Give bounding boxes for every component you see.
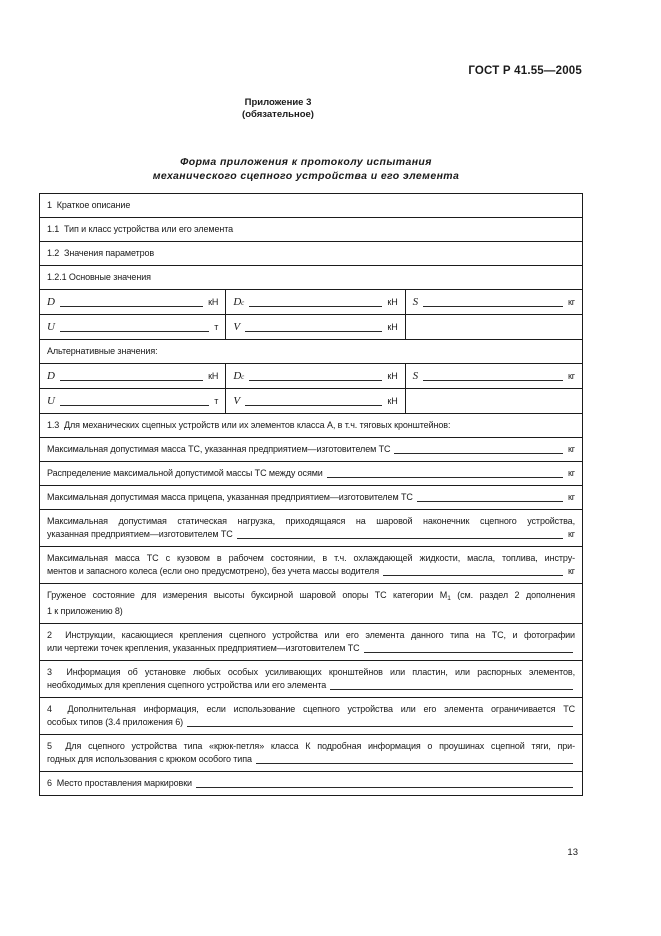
- param-unit: кН: [208, 296, 219, 307]
- row-text-line2: или чертежи точек крепления, указанных предприятием—изготовителем ТС: [47, 643, 360, 653]
- fill-line: [60, 331, 209, 332]
- row-text-line2: 1 к приложению 8): [47, 606, 123, 616]
- standard-code: ГОСТ Р 41.55—2005: [468, 65, 582, 77]
- row-brief-description: [40, 194, 582, 217]
- param-row-alt-2: [40, 388, 582, 413]
- field-U: [40, 315, 225, 339]
- row-label: 1 Краткое описание: [47, 200, 131, 210]
- unit-label: кг: [567, 529, 575, 539]
- row-hook-loop-info: [40, 734, 582, 771]
- row-text-line2: необходимых для крепления сцепного устройства или его элемента: [47, 680, 327, 690]
- row-label: 1.3 Для механических сцепных устройств или их элементов класса А, в т.ч. тяговых кронштейнов:: [47, 420, 451, 430]
- field-Dc: [225, 364, 404, 388]
- param-unit: кН: [387, 395, 398, 406]
- fill-line: [249, 380, 382, 381]
- fill-line: [417, 501, 563, 502]
- fill-line: [423, 306, 563, 307]
- row-text-line2: ментов и запасного колеса (если оно предусмотрено), без учета массы водителя: [47, 566, 379, 576]
- form-title-line1: Форма приложения к протоколу испытания: [180, 156, 432, 168]
- param-row-alt-1: [40, 363, 582, 388]
- row-text-line1: 4 Дополнительная информация, если использование сцепного устройства или его элемента ограничивается ТС: [47, 704, 575, 714]
- fill-line: [60, 405, 209, 406]
- row-text-line1: Максимальная масса ТС с кузовом в рабочем состоянии, в т.ч. охлаждающей жидкости, масла, топлива, инстру-: [47, 553, 575, 563]
- param-symbol: D: [233, 369, 242, 382]
- row-label: Распределение максимальной допустимой массы ТС между осями: [47, 468, 323, 478]
- row-text-line1: 3 Информация об установке любых особых усиливающих кронштейнов или пластин, или распорных элементов,: [47, 667, 575, 677]
- appendix-heading: [39, 97, 517, 121]
- row-vehicle-kerb-mass: [40, 546, 582, 583]
- empty-cell: [405, 315, 582, 339]
- param-unit: кН: [387, 321, 398, 332]
- param-unit: т: [214, 395, 219, 406]
- row-laden-condition: [40, 583, 582, 623]
- param-unit: кН: [387, 370, 398, 381]
- fill-line: [383, 575, 563, 576]
- param-symbol: D: [47, 369, 55, 382]
- param-unit: кН: [208, 370, 219, 381]
- unit-label: кг: [567, 468, 575, 478]
- field-S: [405, 290, 582, 314]
- param-symbol: V: [233, 394, 240, 407]
- param-symbol: U: [47, 320, 55, 333]
- row-text-line2: годных для использования с крюком особого типа: [47, 754, 252, 764]
- row-text-line1: 2 Инструкции, касающиеся крепления сцепного устройства или его элемента данного типа на ТС, и фотографии: [47, 630, 575, 640]
- param-subscript: c: [241, 298, 245, 307]
- fill-line: [364, 652, 573, 653]
- unit-label: кг: [567, 492, 575, 502]
- row-max-static-load: [40, 509, 582, 546]
- fill-line: [249, 306, 382, 307]
- fill-line: [394, 453, 563, 454]
- row-label: 6 Место проставления маркировки: [47, 778, 192, 788]
- row-text-part1: Груженое состояние для измерения высоты буксирной шаровой опоры ТС категории М: [47, 590, 448, 600]
- row-basic-values: [40, 265, 582, 289]
- fill-line: [245, 331, 382, 332]
- field-V: [225, 389, 404, 413]
- param-unit: кН: [387, 296, 398, 307]
- fill-line: [245, 405, 382, 406]
- row-label: Максимальная допустимая масса прицепа, указанная предприятием—изготовителем ТС: [47, 492, 413, 502]
- row-max-trailer-mass: [40, 485, 582, 509]
- fill-line: [237, 538, 563, 539]
- fill-line: [60, 380, 203, 381]
- row-axle-mass-distribution: [40, 461, 582, 485]
- row-mounting-instructions: [40, 623, 582, 660]
- subscript-1: 1: [447, 595, 451, 602]
- form-title-line2: механического сцепного устройства и его элемента: [152, 169, 460, 182]
- fill-line: [423, 380, 563, 381]
- fill-line: [187, 726, 573, 727]
- param-symbol: V: [233, 320, 240, 333]
- row-label: 1.1 Тип и класс устройства или его элемента: [47, 224, 234, 234]
- param-symbol: D: [47, 295, 55, 308]
- row-alternative-values-label: [40, 339, 582, 363]
- row-reinforcement-info: [40, 660, 582, 697]
- row-parameter-values: [40, 241, 582, 265]
- fill-line: [327, 477, 563, 478]
- row-text-line1: Максимальная допустимая статическая нагрузка, приходящаяся на шаровой наконечник сцепного устройства,: [47, 516, 575, 526]
- row-max-vehicle-mass: [40, 437, 582, 461]
- row-label: 1.2.1 Основные значения: [47, 272, 151, 282]
- param-row-main-2: [40, 314, 582, 339]
- row-type-class: [40, 217, 582, 241]
- fill-line: [256, 763, 573, 764]
- appendix-number: Приложение 3: [244, 97, 312, 108]
- empty-cell: [405, 389, 582, 413]
- field-V: [225, 315, 404, 339]
- row-class-a-devices: [40, 413, 582, 437]
- row-marking-location: [40, 771, 582, 795]
- param-row-main-1: [40, 289, 582, 314]
- param-symbol: U: [47, 394, 55, 407]
- fill-line: [196, 787, 573, 788]
- row-label: Альтернативные значения:: [47, 346, 158, 356]
- param-subscript: c: [241, 372, 245, 381]
- param-unit: т: [214, 321, 219, 332]
- unit-label: кг: [567, 444, 575, 454]
- field-Dc: [225, 290, 404, 314]
- row-text-line1: 5 Для сцепного устройства типа «крюк-петля» класса К подробная информация о проушинах сцепной тяги, при-: [47, 741, 575, 751]
- row-text-line1: [47, 589, 575, 605]
- row-text-line2: особых типов (3.4 приложения 6): [47, 717, 184, 727]
- param-symbol: S: [412, 295, 419, 308]
- field-S: [405, 364, 582, 388]
- row-text-line2: указанная предприятием—изготовителем ТС: [47, 529, 233, 539]
- field-D: [40, 290, 225, 314]
- row-label: Максимальная допустимая масса ТС, указанная предприятием—изготовителем ТС: [47, 444, 391, 454]
- row-text-part2: (см. раздел 2 дополнения: [450, 590, 575, 600]
- fill-line: [60, 306, 203, 307]
- param-unit: кг: [567, 370, 575, 381]
- param-symbol: S: [412, 369, 419, 382]
- row-additional-info: [40, 697, 582, 734]
- field-U: [40, 389, 225, 413]
- fill-line: [330, 689, 573, 690]
- protocol-form-table: [39, 193, 583, 796]
- appendix-note: (обязательное): [242, 109, 314, 120]
- form-title: [39, 156, 573, 183]
- param-unit: кг: [567, 296, 575, 307]
- param-symbol: D: [233, 295, 242, 308]
- field-D: [40, 364, 225, 388]
- row-label: 1.2 Значения параметров: [47, 248, 155, 258]
- page-number: 13: [567, 847, 578, 858]
- unit-label: кг: [567, 566, 575, 576]
